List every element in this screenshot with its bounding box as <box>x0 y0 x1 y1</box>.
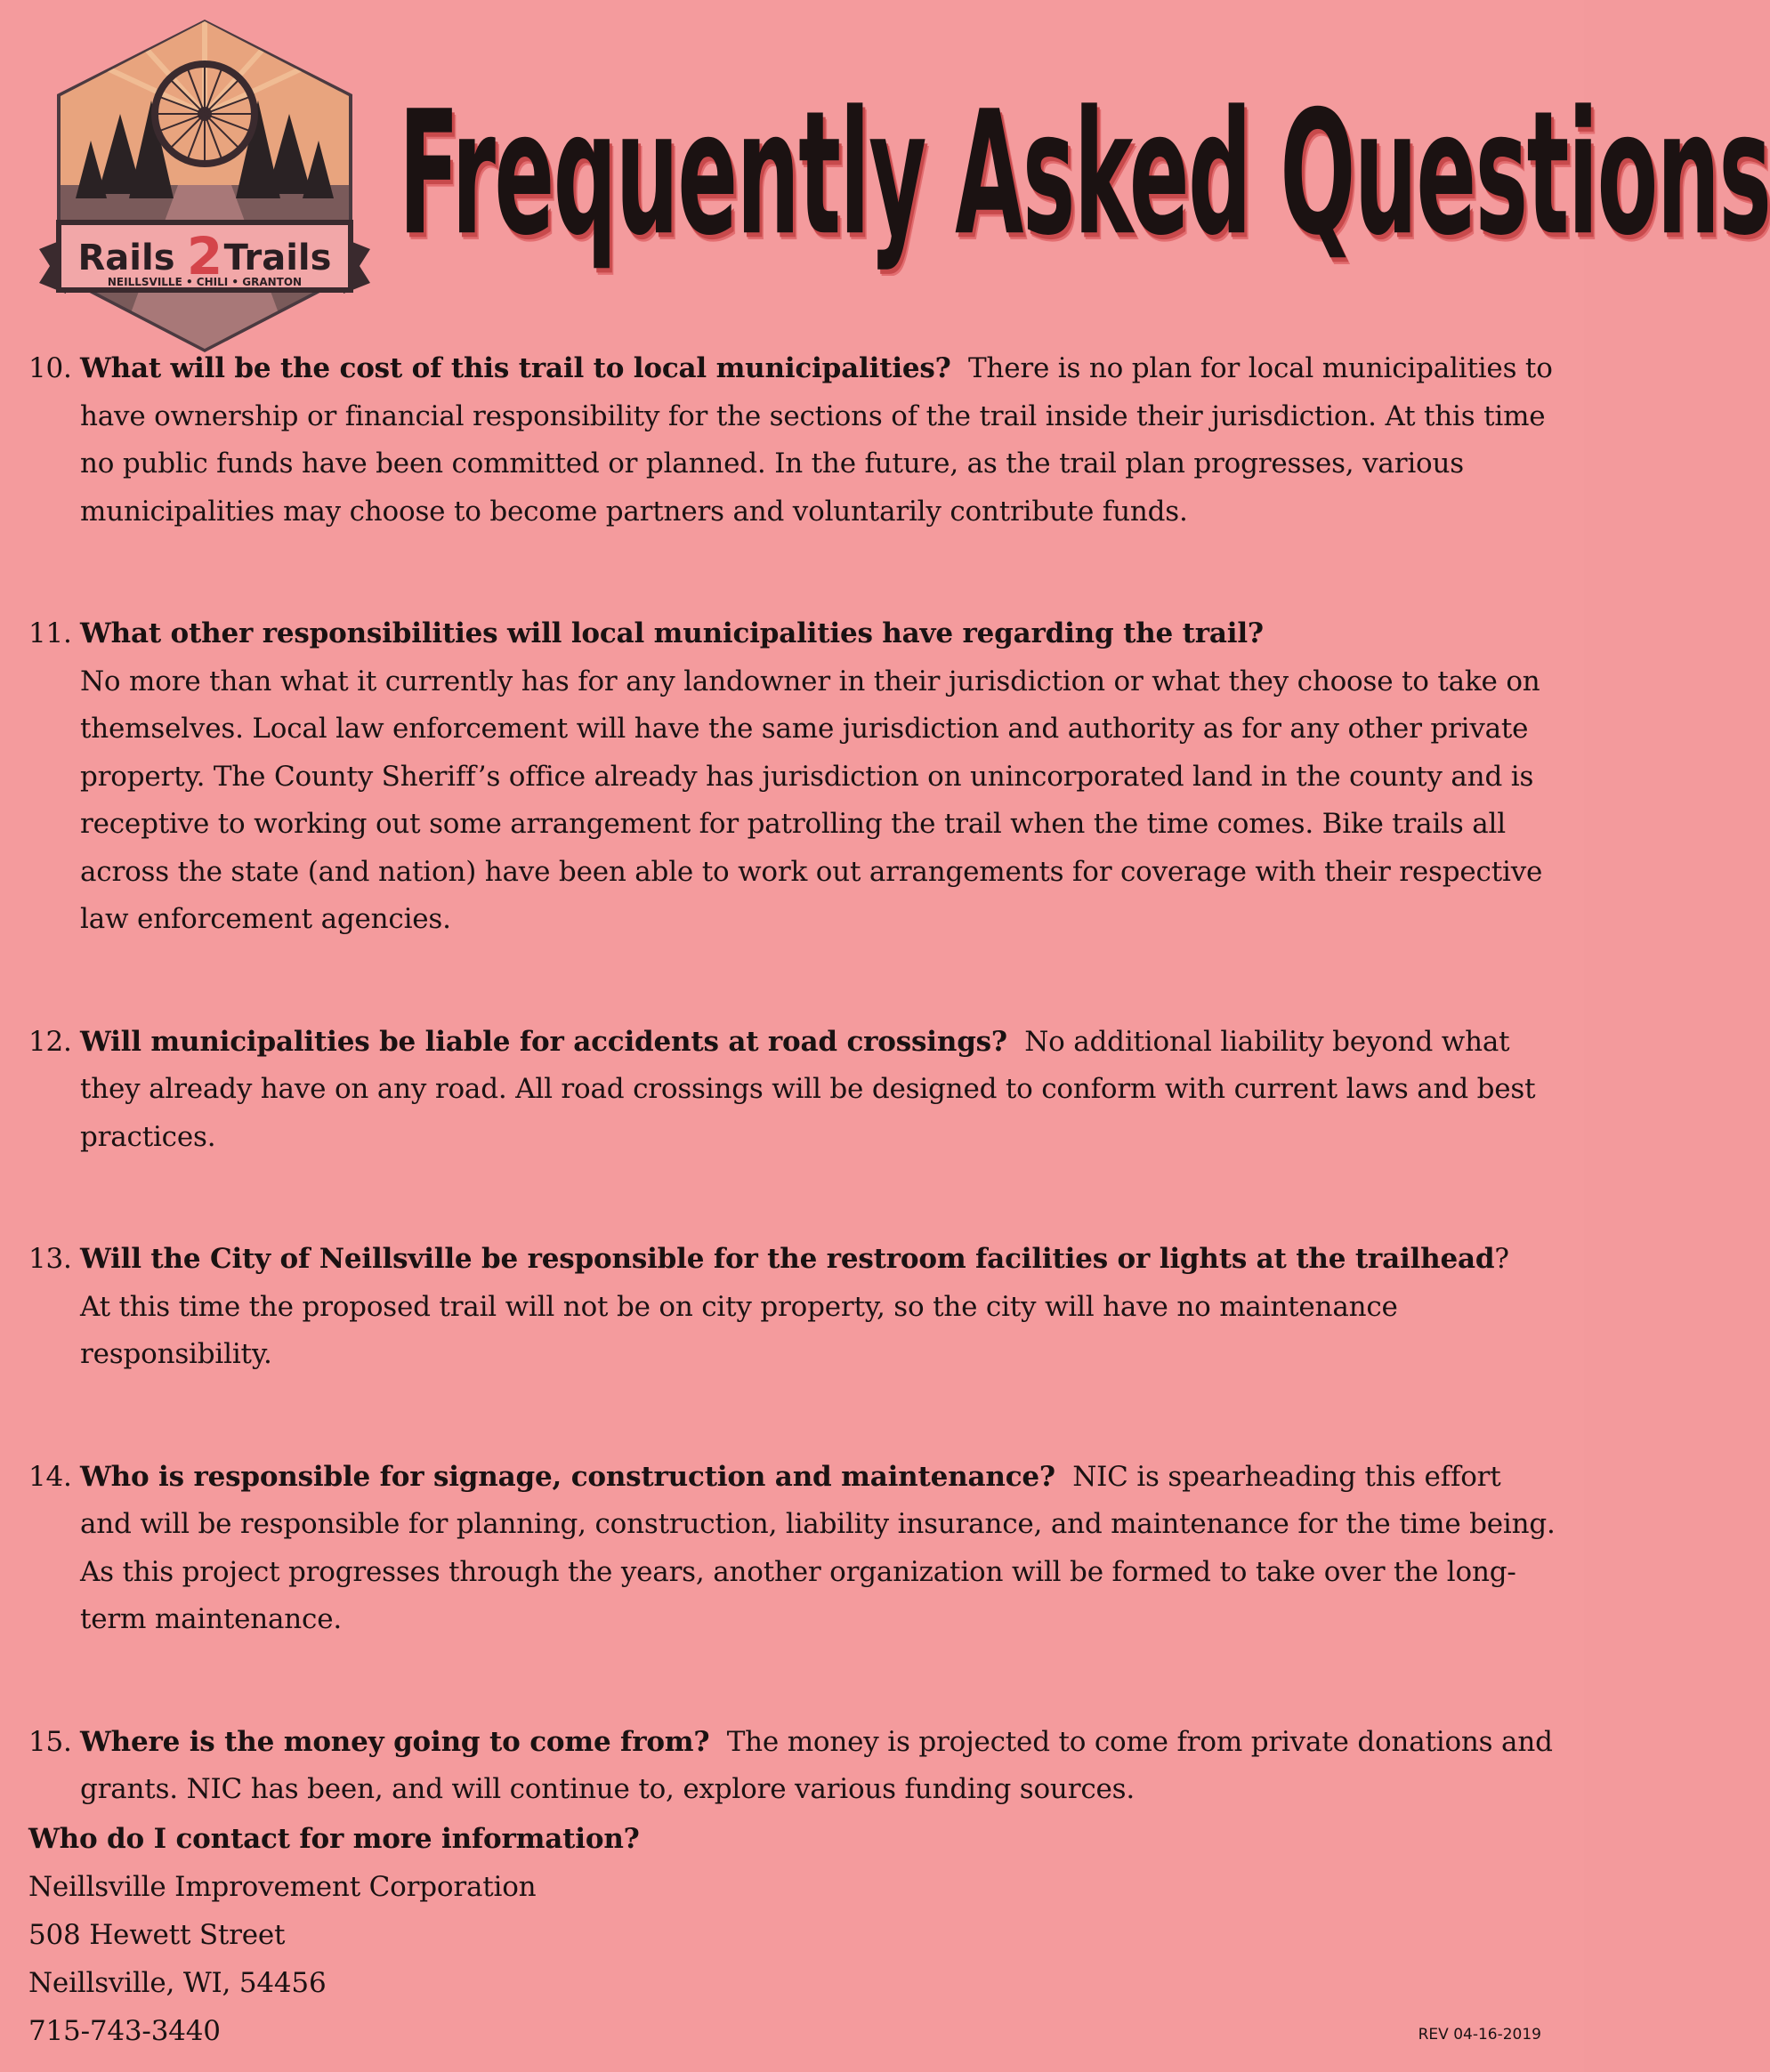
faq-item <box>28 610 1559 944</box>
faq-number: 14. <box>28 1460 72 1493</box>
faq-answer: The money is projected to come from private donations and grants. NIC has been, and will continue to, explore various funding sources. <box>80 1725 1553 1805</box>
contact-city: Neillsville, WI, 54456 <box>28 1967 327 1999</box>
contact-organization: Neillsville Improvement Corporation <box>28 1871 537 1903</box>
faq-question: What other responsibilities will local municipalities have regarding the trail? <box>80 617 1264 649</box>
faq-answer: There is no plan for local municipalities to have ownership or financial responsibility for the sections of the trail inside their jurisdiction. At this time no public funds have been committed or planned. In the future, as the trail plan progresses, various municipalities may choose to become partners and voluntarily contribute funds. <box>80 352 1553 528</box>
logo-number: 2 <box>186 226 223 286</box>
faq-number: 10. <box>28 352 72 384</box>
rails-2-trails-logo <box>36 16 374 354</box>
faq-answer: NIC is spearheading this effort and will be responsible for planning, construction, liability insurance, and maintenance for the time being. As this project progresses through the years, another organization will be formed to take over the long-term maintenance. <box>80 1460 1556 1635</box>
contact-phone: 715-743-3440 <box>28 2015 221 2047</box>
faq-number: 15. <box>28 1725 72 1758</box>
faq-item <box>28 345 1559 536</box>
faq-item <box>28 1454 1559 1644</box>
faq-number: 11. <box>28 617 72 649</box>
logo-towns: NEILLSVILLE • CHILI • GRANTON <box>107 276 303 288</box>
faq-question-mark: ? <box>1494 1243 1509 1275</box>
revision-label: REV 04-16-2019 <box>1418 2026 1541 2044</box>
faq-question: What will be the cost of this trail to local municipalities? <box>80 352 951 384</box>
faq-question: Will the City of Neillsville be responsible for the restroom facilities or lights at the trailhead <box>80 1243 1495 1275</box>
faq-item <box>28 1719 1559 1814</box>
contact-heading: Who do I contact for more information? <box>28 1823 640 1855</box>
faq-item <box>28 1236 1559 1379</box>
logo-word-trails: Trails <box>223 238 332 278</box>
faq-question: Will municipalities be liable for accidents at road crossings? <box>80 1025 1007 1058</box>
contact-block <box>28 1815 640 2055</box>
faq-item <box>28 1019 1559 1162</box>
faq-number: 13. <box>28 1243 72 1275</box>
faq-list <box>28 345 1559 1814</box>
faq-question: Who is responsible for signage, construction and maintenance? <box>80 1460 1055 1493</box>
contact-street: 508 Hewett Street <box>28 1919 286 1951</box>
logo-word-rails: Rails <box>77 238 175 278</box>
page-title: Frequently Asked Questions <box>399 75 1770 274</box>
faq-answer: At this time the proposed trail will not be on city property, so the city will have no maintenance responsibility. <box>80 1290 1398 1370</box>
faq-question: Where is the money going to come from? <box>80 1725 710 1758</box>
faq-number: 12. <box>28 1025 72 1058</box>
faq-answer: No additional liability beyond what they already have on any road. All road crossings will be designed to conform with current laws and best practices. <box>80 1025 1536 1153</box>
faq-answer: No more than what it currently has for any landowner in their jurisdiction or what they choose to take on themselves. Local law enforcement will have the same jurisdiction and authority as for any other private property. The County Sheriff’s office already has jurisdiction on unincorporated land in the county and is receptive to working out some arrangement for patrolling the trail when the time comes. Bike trails all across the state (and nation) have been able to work out arrangements for coverage with their respective law enforcement agencies. <box>80 665 1543 935</box>
